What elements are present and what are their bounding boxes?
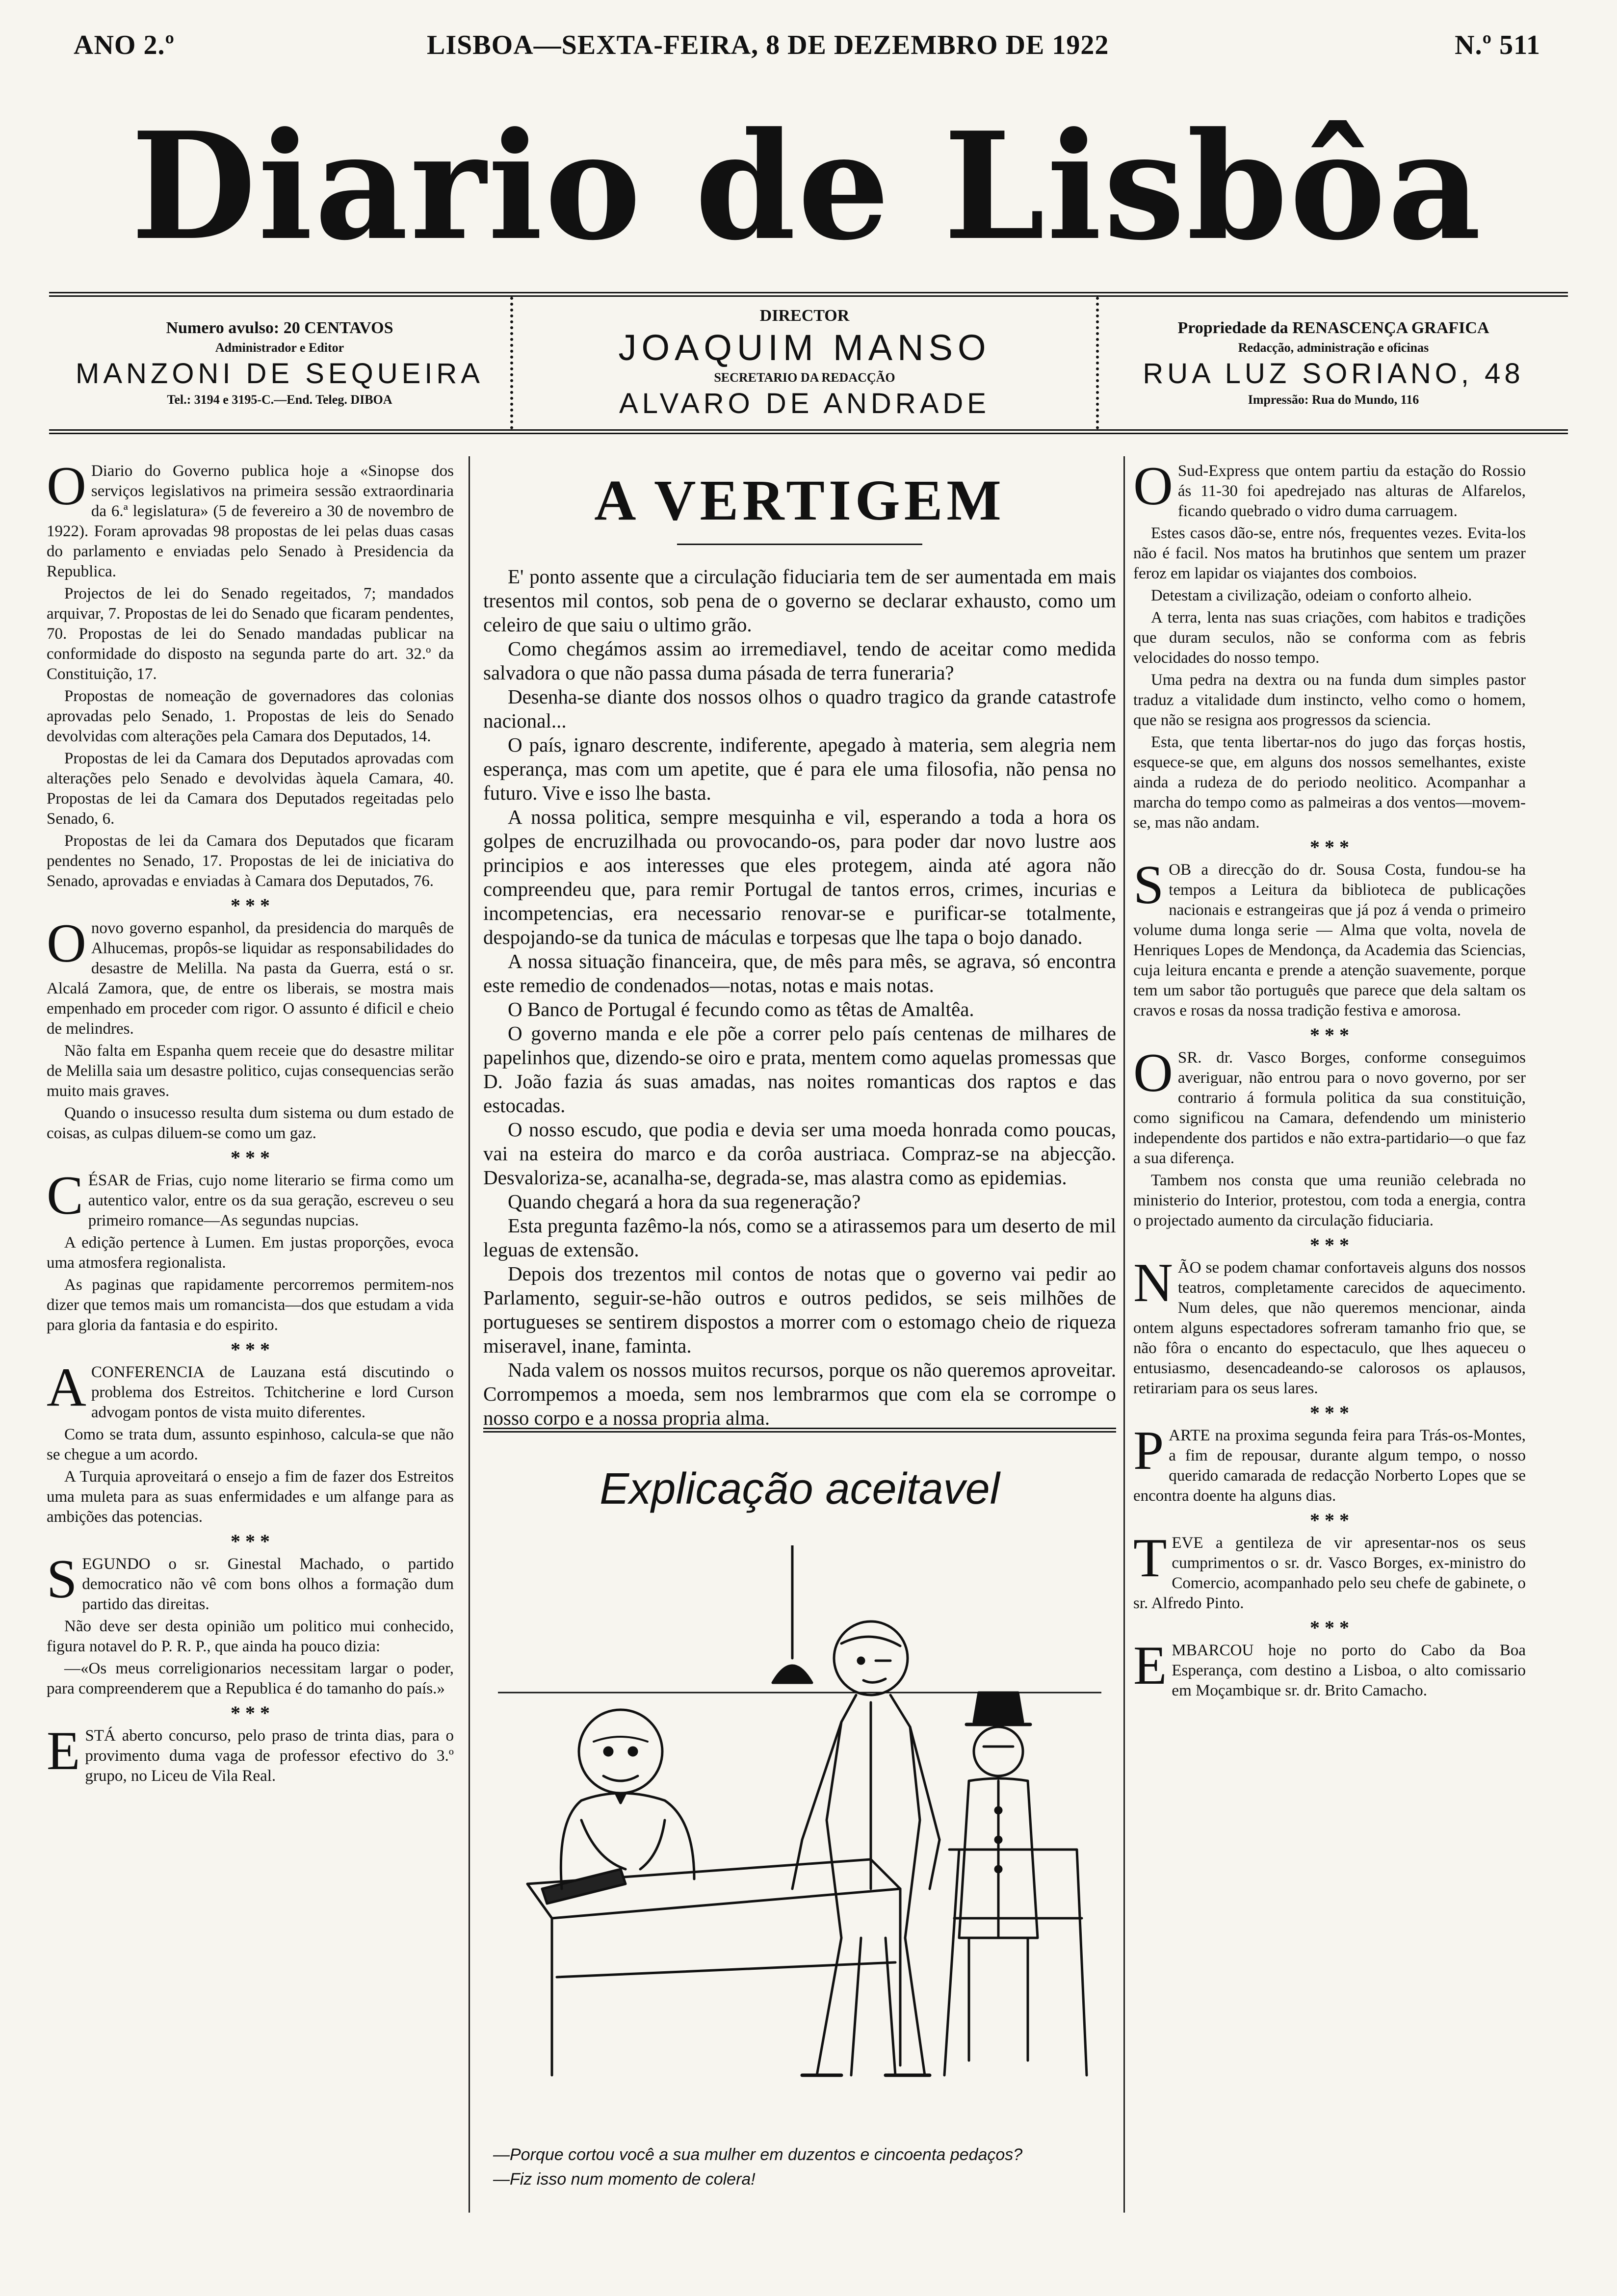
info-box-owner xyxy=(1099,297,1568,429)
drop-cap: E xyxy=(47,1721,80,1781)
news-paragraph xyxy=(47,686,454,747)
news-paragraph xyxy=(1133,523,1526,584)
news-paragraph xyxy=(47,584,454,684)
news-item-lead xyxy=(47,913,454,1039)
article-paragraph: Como chegámos assim ao irremediavel, tendo de aceitar como medida salvadora o que não passa duma pásada de terra funeraria? xyxy=(483,637,1116,684)
caption-answer: —Fiz isso num momento de colera! xyxy=(493,2170,756,2189)
drop-cap: A xyxy=(47,1357,86,1418)
drop-cap: P xyxy=(1133,1420,1164,1481)
paragraph-text: OB a direcção do dr. Sousa Costa, fundou-se ha tempos a Leitura da biblioteca de publicações nacionais e estrangeiras que já poz á venda o primeiro volume duma longa serie — Alma que volta, novela de Henriques Lopes de Mendonça, da Academia das Sciencias, cuja leitura encanta e prende a atenção suavemente, porque tem um sabor tão português que parece que dela saltam os cravos e rosas da nossa tradição festiva e amorosa. xyxy=(1133,861,1526,1019)
news-paragraph xyxy=(1133,732,1526,833)
drop-cap: O xyxy=(47,913,86,974)
paragraph-text: Propostas de lei da Camara dos Deputados aprovadas com alterações pelo Senado e devolvidas àquela Camara, 40. Propostas de lei da Camara dos Deputados regeitadas pelo Senado, 6. xyxy=(47,750,454,828)
paragraph-text: SR. dr. Vasco Borges, conforme conseguimos averiguar, não entrou para o novo governo, por ser contrario á formula politica da sua constituição, como significou na Camara, defendendo um ministerio independente dos partidos e não extra-partidario—o que faz a sua diferença. xyxy=(1133,1049,1526,1167)
section-separator: * * * xyxy=(231,1147,270,1169)
paragraph-text: Não falta em Espanha quem receie que do desastre militar de Melilla saia um desastre politico, cujas consequencias serão muito mais graves. xyxy=(47,1042,454,1100)
section-separator: * * * xyxy=(231,894,270,916)
article-paragraph: Nada valem os nossos muitos recursos, porque os não queremos aproveitar. Corrompemos a moeda, sem nos lembrarmos que com ela se corrompe o nosso corpo e a nossa propria alma. xyxy=(483,1358,1116,1429)
section-separator: * * * xyxy=(1310,1509,1349,1531)
paragraph-text: ÃO se podem chamar confortaveis alguns dos nossos teatros, completamente carecidos de aquecimento. Num deles, que não queremos mencionar, ainda ontem alguns espectadores sofreram tamanho frio que, se não fôra o encanto do espectaculo, que lhes aqueceu o entusiasmo, desencadeando-se calorosos os aplausos, retirariam para os seus lares. xyxy=(1133,1259,1526,1397)
news-paragraph xyxy=(1133,586,1526,606)
article-paragraph: Desenha-se diante dos nossos olhos o quadro tragico da grande catastrofe nacional... xyxy=(483,685,1116,732)
news-item-lead xyxy=(1133,456,1526,522)
article-paragraph: A nossa politica, sempre mesquinha e vil, esperando a toda a hora os golpes de encruzilhada ou provocando-os, para poder dar novo lustre aos principios e aos interesses que eles protegem, ainda até agora não compreendeu que, para remir Portugal de tantos erros, crimes, incurias e incompetencias, era necessario renovar-se e purificar-se totalmente, despojando-se da tunica de máculas e torpesas que lhe tapa o bojo danado. xyxy=(483,806,1116,948)
article-paragraph: O nosso escudo, que podia e devia ser uma moeda honrada como poucas, vai na esteira do marco e da corôa austriaca. Compraz-se na abjecção. Desvaloriza-se, acanalha-se, degrada-se, mas alastra como as epidemias. xyxy=(483,1118,1116,1189)
cartoon-title: Explicação aceitavel xyxy=(600,1464,1000,1513)
caption-question: —Porque cortou você a sua mulher em duzentos e cincoenta pedaços? xyxy=(493,2145,1023,2164)
printing: Impressão: Rua do Mundo, 116 xyxy=(1248,392,1419,407)
news-paragraph xyxy=(1133,1171,1526,1231)
section-separator: * * * xyxy=(1310,1024,1349,1046)
telephone: Tel.: 3194 e 3195-C.—End. Teleg. DIBOA xyxy=(167,392,392,407)
drop-cap: O xyxy=(47,456,86,517)
section-separator: * * * xyxy=(231,1338,270,1360)
news-item-lead xyxy=(47,1549,454,1615)
issue-number: N.º 511 xyxy=(1455,30,1540,60)
paragraph-text: CONFERENCIA de Lauzana está discutindo o problema dos Estreitos. Tchitcherine e lord Curson advogam pontos de vista muito diferentes. xyxy=(91,1363,454,1421)
news-paragraph xyxy=(47,1425,454,1465)
right-column xyxy=(1133,456,1526,1703)
news-item-lead xyxy=(47,1357,454,1423)
paragraph-text: STÁ aberto concurso, pelo praso de trinta dias, para o provimento duma vaga de professor efectivo do 3.º grupo, no Liceu de Vila Real. xyxy=(85,1727,454,1785)
news-paragraph xyxy=(47,1103,454,1144)
article-paragraph: O governo manda e ele põe a correr pelo país centenas de milhares de papelinhos que, dizendo-se oiro e prata, mentem como aquelas promessas que D. João fazia ás suas amadas, nas noites romanticas dos raptos e das estocadas. xyxy=(483,1022,1116,1117)
news-paragraph xyxy=(47,1233,454,1273)
paragraph-text: Propostas de nomeação de governadores das colonias aprovadas pelo Senado, 1. Propostas de leis do Senado devolvidas com alterações pela Camara dos Deputados, 14. xyxy=(47,687,454,745)
paragraph-text: Quando o insucesso resulta dum sistema ou dum estado de coisas, as culpas diluem-se como um gaz. xyxy=(47,1104,454,1142)
article-paragraph: A nossa situação financeira, que, de mês para mês, se agrava, só encontra este remedio de condenados—notas, notas e mais notas. xyxy=(483,950,1116,996)
paragraph-text: Estes casos dão-se, entre nós, frequentes vezes. Evita-los não é facil. Nos matos ha brutinhos que sentem um prazer feroz em lapidar os viajantes dos comboios. xyxy=(1133,524,1526,582)
news-paragraph xyxy=(1133,608,1526,668)
news-item-lead xyxy=(1133,855,1526,1021)
admin-label: Administrador e Editor xyxy=(215,340,344,355)
news-paragraph xyxy=(47,749,454,829)
drop-cap: S xyxy=(47,1549,78,1610)
column-rule-left xyxy=(469,456,470,2213)
column-rule-right xyxy=(1123,456,1125,2213)
owner: Propriedade da RENASCENÇA GRAFICA xyxy=(1177,319,1489,337)
paragraph-text: Detestam a civilização, odeiam o conforto alheio. xyxy=(1151,587,1472,604)
center-article xyxy=(483,461,1116,1430)
news-paragraph xyxy=(47,1659,454,1699)
section-separator: * * * xyxy=(1310,1617,1349,1639)
paragraph-text: Como se trata dum, assunto espinhoso, calcula-se que não se chegue a um acordo. xyxy=(47,1426,454,1463)
news-paragraph xyxy=(47,1041,454,1101)
headline: A VERTIGEM xyxy=(594,468,1005,532)
drop-cap: C xyxy=(47,1165,83,1226)
paragraph-text: ARTE na proxima segunda feira para Trás-os-Montes, a fim de repousar, durante algum tempo, o nosso querido camarada de redacção Norberto Lopes que se encontra doente ha alguns dias. xyxy=(1133,1427,1526,1505)
article-body xyxy=(483,565,1116,1430)
paragraph-text: MBARCOU hoje no porto do Cabo da Boa Esperança, com destino a Lisboa, o alto comissario em Moçambique sr. dr. Brito Camacho. xyxy=(1172,1642,1526,1699)
director-name: JOAQUIM MANSO xyxy=(618,327,991,368)
paragraph-text: ÉSAR de Frias, cujo nome literario se firma como um autentico valor, entre os da sua geração, escreveu o seu primeiro romance—As segundas nupcias. xyxy=(88,1172,454,1229)
director-label: DIRECTOR xyxy=(759,307,850,325)
paragraph-text: EGUNDO o sr. Ginestal Machado, o partido democratico não vê com bons olhos a formação dum partido das direitas. xyxy=(82,1555,454,1613)
paragraph-text: A edição pertence à Lumen. Em justas proporções, evoca uma atmosfera regionalista. xyxy=(47,1234,454,1272)
news-item-lead xyxy=(47,1721,454,1786)
section-separator: * * * xyxy=(1310,1234,1349,1256)
news-paragraph xyxy=(1133,670,1526,731)
paragraph-text: EVE a gentileza de vir apresentar-nos os seus cumprimentos o sr. dr. Vasco Borges, ex-ministro do Comercio, acompanhado pelo seu chefe de gabinete, o sr. Alfredo Pinto. xyxy=(1133,1534,1526,1612)
article-paragraph: Depois dos trezentos mil contos de notas que o governo vai pedir ao Parlamento, seguir-se-hão outros e outros pedidos, se seis milhões de portugueses se sentirem dispostos a morrer com o estomago cheio de riqueza miseravel, inane, faminta. xyxy=(483,1262,1116,1357)
section-separator: * * * xyxy=(1310,1402,1349,1424)
date-line: LISBOA—SEXTA-FEIRA, 8 DE DEZEMBRO DE 1922 xyxy=(427,30,1109,60)
secretary-name: ALVARO DE ANDRADE xyxy=(619,388,990,419)
news-paragraph xyxy=(47,1467,454,1527)
news-paragraph xyxy=(47,1275,454,1335)
cartoon xyxy=(483,1428,1116,2203)
section-separator: * * * xyxy=(231,1530,270,1552)
news-item-lead xyxy=(1133,1043,1526,1169)
article-paragraph: Quando chegará a hora da sua regeneração? xyxy=(508,1190,861,1213)
news-item-lead xyxy=(1133,1420,1526,1506)
drop-cap: O xyxy=(1133,456,1173,517)
info-box-director xyxy=(510,297,1099,429)
paragraph-text: —«Os meus correligionarios necessitam largar o poder, para compreenderem que a Republica é do tamanho do país.» xyxy=(47,1660,454,1697)
section-separator: * * * xyxy=(1310,836,1349,858)
info-box-admin xyxy=(49,297,510,429)
headline-ornament xyxy=(677,544,922,550)
top-line xyxy=(74,20,1540,59)
paragraph-text: Diario do Governo publica hoje a «Sinopse dos serviços legislativos na primeira sessão extraordinaria da 6.ª legislatura» (5 de fevereiro a 30 de novembro de 1922). Foram aprovadas 98 propostas de lei pelas duas casas do parlamento e enviadas pelo Senado à Presidencia da Republica. xyxy=(47,462,454,580)
left-column xyxy=(47,456,454,1788)
news-item-lead xyxy=(47,456,454,582)
drop-cap: E xyxy=(1133,1635,1167,1696)
news-item-lead xyxy=(47,1165,454,1231)
admin-name: MANZONI DE SEQUEIRA xyxy=(76,358,484,390)
paragraph-text: A terra, lenta nas suas criações, com habitos e tradições que duram seculos, não se conforma com as febris velocidades do nosso tempo. xyxy=(1133,609,1526,667)
paragraph-text: As paginas que rapidamente percorremos permitem-nos dizer que temos mais um romancista—dos que estudam a vida para gloria da fantasia e do espirito. xyxy=(47,1276,454,1334)
paragraph-text: Sud-Express que ontem partiu da estação do Rossio ás 11-30 foi apedrejado nas alturas de Alfarelos, ficando quebrado o vidro duma carruagem. xyxy=(1177,462,1526,520)
paragraph-text: novo governo espanhol, da presidencia do marquês de Alhucemas, propôs-se liquidar as responsabilidades do desastre de Melilla. Na pasta da Guerra, está o sr. Alcalá Zamora, que, de entre os liberais, se mostra mais empenhado em proceder com rigor. O assunto é dificil e cheio de melindres. xyxy=(47,919,454,1038)
info-bar xyxy=(49,292,1568,434)
paragraph-text: Uma pedra na dextra ou na funda dum simples pastor traduz a vitalidade dum instincto, velho como o homem, que não se resigna aos progressos da sciencia. xyxy=(1133,671,1526,729)
paragraph-text: A Turquia aproveitará o ensejo a fim de fazer dos Estreitos uma muleta para as suas enfermidades e um alfange para as ambições das potencias. xyxy=(47,1468,454,1526)
paragraph-text: Tambem nos consta que uma reunião celebrada no ministerio do Interior, protestou, com toda a energia, contra o projectado aumento da circulação fiduciaria. xyxy=(1133,1172,1526,1229)
masthead-title: Diario de Lisbôa xyxy=(131,100,1483,273)
news-paragraph xyxy=(47,1617,454,1657)
article-paragraph: O país, ignaro descrente, indiferente, apegado à materia, sem alegria nem esperança, mas com um apetite, que é para ele uma filosofia, não pensa no futuro. Vive e isso lhe basta. xyxy=(483,733,1116,804)
paragraph-text: Projectos de lei do Senado regeitados, 7; mandados arquivar, 7. Propostas de lei do Senado que ficaram pendentes, 70. Propostas de lei do Senado mandadas publicar na conformidade do disposto na segunda parte do art. 32.º da Constituição, 17. xyxy=(47,585,454,683)
drop-cap: N xyxy=(1133,1252,1173,1313)
article-paragraph: E' ponto assente que a circulação fiduciaria tem de ser aumentada em mais tresentos mil contos, sob pena de o governo se declarar exhausto, como um celeiro de que saiu o ultimo grão. xyxy=(483,565,1116,636)
drop-cap: T xyxy=(1133,1528,1167,1589)
year-label: ANO 2.º xyxy=(74,30,175,60)
secretary-label: SECRETARIO DA REDACÇÃO xyxy=(714,370,895,385)
section-separator: * * * xyxy=(231,1702,270,1724)
address: RUA LUZ SORIANO, 48 xyxy=(1143,358,1524,390)
news-item-lead xyxy=(1133,1635,1526,1701)
redaction: Redacção, administração e oficinas xyxy=(1238,340,1429,355)
paragraph-text: Esta, que tenta libertar-nos do jugo das forças hostis, esquece-se que, em alguns dos nossos semelhantes, existe ainda a rudeza de do periodo neolitico. Acompanhar a marcha do tempo como as palmeiras a dos ventos—movem-se, mas não andam. xyxy=(1133,733,1526,832)
drop-cap: O xyxy=(1133,1043,1173,1103)
news-item-lead xyxy=(1133,1528,1526,1614)
article-paragraph: O Banco de Portugal é fecundo como as têtas de Amaltêa. xyxy=(508,998,974,1020)
article-paragraph: Esta pregunta fazêmo-la nós, como se a atirassemos para um deserto de mil leguas de extensão. xyxy=(483,1214,1116,1261)
paragraph-text: Propostas de lei da Camara dos Deputados que ficaram pendentes no Senado, 17. Propostas de lei de iniciativa do Senado, aprovadas e enviadas à Camara dos Deputados, 76. xyxy=(47,832,454,890)
cartoon-illustration xyxy=(498,1545,1101,2100)
price: Numero avulso: 20 CENTAVOS xyxy=(166,319,393,337)
news-item-lead xyxy=(1133,1252,1526,1399)
paragraph-text: Não deve ser desta opinião um politico mui conhecido, figura notavel do P. R. P., que ainda ha pouco dizia: xyxy=(47,1618,454,1655)
drop-cap: S xyxy=(1133,855,1164,915)
news-paragraph xyxy=(47,831,454,891)
